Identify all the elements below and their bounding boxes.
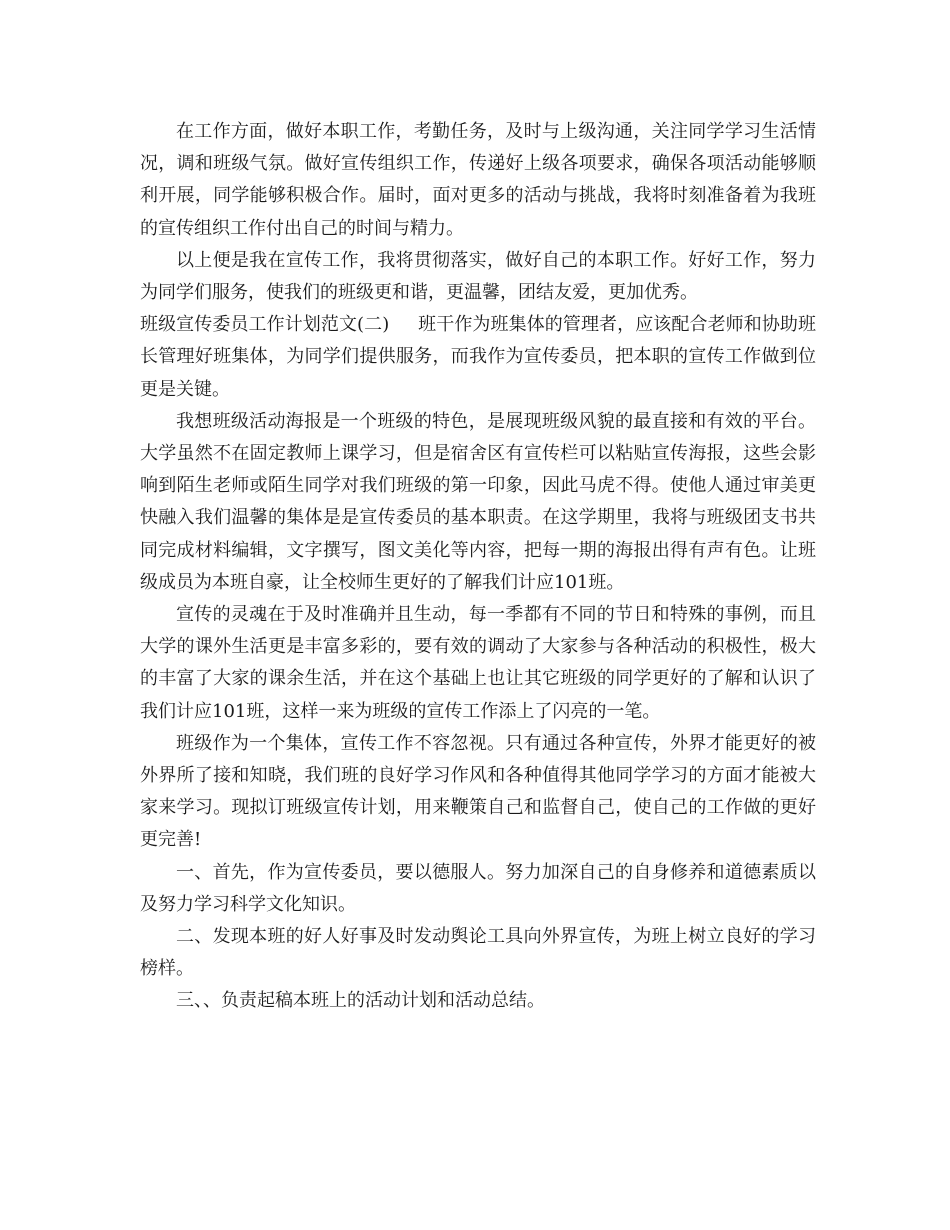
section-intro-text: 班干作为班集体的管理者，应该配合老师和协助班长管理好班集体，为同学们提供服务，而我作为宣传委员，把本职的宣传工作做到位更是关键。 xyxy=(140,314,817,400)
section-title: 班级宣传委员工作计划范文(二) xyxy=(140,314,390,336)
paragraph-point-one: 一、首先，作为宣传委员，要以德服人。努力加深自己的自身修养和道德素质以及努力学习科学文化知识。 xyxy=(140,861,816,915)
paragraph-point-three: 三、、负责起稿本班上的活动计划和活动总结。 xyxy=(176,990,545,1012)
document-body xyxy=(140,116,816,1018)
paragraph-point-two: 二、发现本班的好人好事及时发动舆论工具向外界宣传，为班上树立良好的学习榜样。 xyxy=(140,926,816,980)
paragraph-publicity-soul: 宣传的灵魂在于及时准确并且生动，每一季都有不同的节日和特殊的事例，而且大学的课外生活更是丰富多彩的，要有效的调动了大家参与各种活动的积极性，极大的丰富了大家的课余生活，并在这个基础上也让其它班级的同学更好的了解和认识了我们计应101班，这样一来为班级的宣传工作添上了闪亮的一笔。 xyxy=(140,604,816,722)
paragraph-collective: 班级作为一个集体，宣传工作不容忽视。只有通过各种宣传，外界才能更好的被外界所了接和知晓，我们班的良好学习作风和各种值得其他同学学习的方面才能被大家来学习。现拟订班级宣传计划，用来鞭策自己和监督自己，使自己的工作做的更好更完善! xyxy=(140,732,816,851)
paragraph-sample-two xyxy=(140,309,816,406)
paragraph-work-aspects: 在工作方面，做好本职工作，考勤任务，及时与上级沟通，关注同学学习生活情况，调和班级气氛。做好宣传组织工作，传递好上级各项要求，确保各项活动能够顺利开展，同学能够积极合作。届时，面对更多的活动与挑战，我将时刻准备着为我班的宣传组织工作付出自己的时间与精力。 xyxy=(140,121,816,239)
paragraph-poster: 我想班级活动海报是一个班级的特色，是展现班级风貌的最直接和有效的平台。大学虽然不在固定教师上课学习，但是宿舍区有宣传栏可以粘贴宣传海报，这些会影响到陌生老师或陌生同学对我们班级的第一印象，因此马虎不得。使他人通过审美更快融入我们温馨的集体是是宣传委员的基本职责。在这学期里，我将与班级团支书共同完成材料编辑，文字撰写，图文美化等内容，把每一期的海报出得有声有色。让班级成员为本班自豪，让全校师生更好的了解我们计应101班。 xyxy=(140,410,816,593)
paragraph-summary: 以上便是我在宣传工作，我将贯彻落实，做好自己的本职工作。好好工作，努力为同学们服务，使我们的班级更和谐，更温馨，团结友爱，更加优秀。 xyxy=(140,249,816,304)
